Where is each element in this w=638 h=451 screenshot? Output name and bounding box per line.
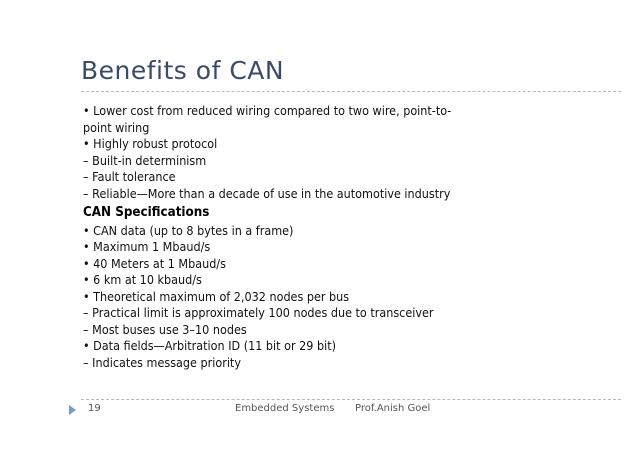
- footer-author: Prof.Anish Goel: [355, 403, 431, 414]
- sub-bullet-line: – Fault tolerance: [83, 170, 176, 184]
- spec-line: • Maximum 1 Mbaud/s: [83, 240, 211, 254]
- footer-course: Embedded Systems: [235, 403, 335, 414]
- spec-sub-line: – Indicates message priority: [83, 355, 241, 370]
- spec-sub-line: – Most buses use 3–10 nodes: [83, 322, 247, 337]
- sub-bullet-line: – Built-in determinism: [83, 153, 207, 168]
- specs-heading: CAN Specifications: [83, 205, 210, 220]
- bullet-line: • Lower cost from reduced wiring compared to two wire, point-to-point wiring: [83, 104, 452, 135]
- slide-title: Benefits of CAN: [81, 56, 285, 85]
- sub-bullet-line: – Reliable—More than a decade of use in the automotive industry: [83, 186, 451, 201]
- slide-body: [83, 103, 543, 371]
- title-divider: [81, 91, 621, 92]
- spec-line: • Theoretical maximum of 2,032 nodes per bus: [83, 289, 350, 304]
- spec-line: • 40 Meters at 1 Mbaud/s: [83, 256, 226, 271]
- bullet-line: • Highly robust protocol: [83, 137, 218, 151]
- spec-line: • Data fields—Arbitration ID (11 bit or 29 bit): [83, 339, 336, 353]
- spec-line: • 6 km at 10 kbaud/s: [83, 273, 202, 287]
- spec-sub-line: – Practical limit is approximately 100 nodes due to transceiver: [83, 306, 434, 320]
- footer-divider: [81, 399, 621, 400]
- page-number: 19: [88, 403, 101, 414]
- triangle-right-icon: [69, 405, 76, 415]
- spec-line: • CAN data (up to 8 bytes in a frame): [83, 223, 294, 238]
